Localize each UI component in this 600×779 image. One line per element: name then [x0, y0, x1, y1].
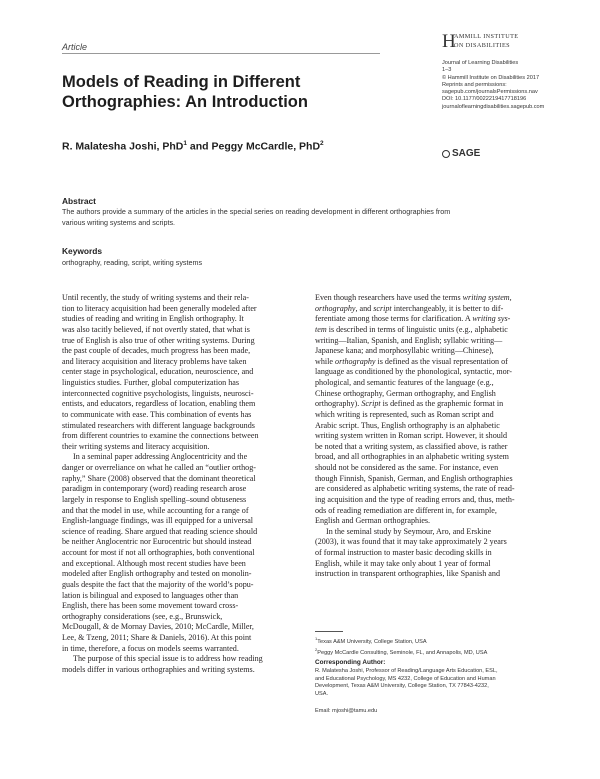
body-line: Japanese kana; and morphosyllabic writing—Chinese), — [315, 346, 494, 356]
body-line: language as conditioned by the phonological, syntactic, mor- — [315, 367, 512, 377]
body-line: was also tacitly believed, if not overtly stated, that what is — [62, 324, 250, 334]
title-line: Models of Reading in Different — [62, 73, 301, 91]
author-line — [62, 140, 324, 153]
sage-logo-text: SAGE — [452, 148, 481, 159]
body-line: and literacy acquisition and literacy problems have taken — [62, 356, 247, 366]
body-line: instruction in transparent orthographies, like Spanish and — [315, 569, 500, 579]
abstract-heading: Abstract — [62, 196, 96, 206]
body-line: be noted that a writing system, as classified above, is rather — [315, 441, 508, 451]
author-2-affiliation: 2 — [320, 140, 324, 147]
body-line: and exceptional. Although most recent studies have been — [62, 558, 246, 568]
body-line: English, there has been some movement toward cross- — [62, 601, 239, 611]
address-line: USA. — [315, 690, 329, 697]
body-line: from different countries to examine the connections between — [62, 431, 259, 441]
body-line: broad, and all orthographies in an alphabetic writing system — [315, 452, 509, 462]
body-line: raphy,” Share (2008) observed that the dominant theoretical — [62, 473, 256, 483]
address-line: Development, Texas A&M University, College Station, TX 77843-4232, — [315, 683, 489, 690]
body-line: Arabic script. Thus, English orthography is an alphabetic — [315, 420, 500, 430]
body-line: English, while it may take only about 1 year of formal — [315, 558, 491, 568]
abstract-line: The authors provide a summary of the articles in the special series on reading development in different orthographies from — [62, 207, 451, 216]
body-line: orthography considerations (see, e.g., Brunswick, — [62, 611, 223, 621]
body-line: which writing is represented, such as Roman script and — [315, 409, 494, 419]
journal-website[interactable]: journaloflearningdisabilities.sagepub.com — [442, 103, 545, 110]
body-line: Even though researchers have used the terms writing system, — [315, 293, 512, 302]
publisher-logo-line2: ON DISABILITIES — [454, 42, 511, 49]
body-line: ferentiate among those terms for clarification. A writing sys- — [315, 314, 511, 324]
corresponding-email-link[interactable]: Email: mjoshi@tamu.edu — [315, 708, 378, 714]
body-line: ods of reading remediation are different in, for example, — [315, 505, 497, 515]
address-line: R. Malatesha Joshi, Professor of Reading/Language Arts Education, ESL, — [315, 668, 498, 674]
body-column-left — [62, 293, 302, 676]
body-line: science of reading. Share argued that reading science should — [62, 526, 258, 536]
title-line: Orthographies: An Introduction — [62, 93, 308, 111]
body-line: models differ in various orthographies and writing systems. — [62, 664, 255, 674]
corresponding-author-address — [315, 668, 561, 698]
body-line: Chinese orthography, German orthography, and English — [315, 388, 496, 398]
body-line: center stage in psychological, education, neuroscience, and — [62, 367, 254, 377]
body-line: in time, therefore, a focus on models seems warranted. — [62, 643, 239, 653]
affiliation-footnotes — [315, 635, 561, 658]
body-line: orthography, and script interchangeably, it is better to dif- — [315, 303, 504, 313]
body-line: English-language findings, was ill equipped for a universal — [62, 516, 254, 526]
publisher-logo-line1: AMMILL INSTITUTE — [454, 33, 519, 40]
body-line: ing acquisition and the type of reading errors and, thus, meth- — [315, 494, 515, 504]
body-line: entists, and educators, regardless of location, enabling them — [62, 399, 256, 409]
body-line: phological, and semantic features of the language (e.g., — [315, 378, 494, 387]
body-line: should not be considered as the same. For instance, even — [315, 463, 499, 472]
body-line: In a seminal paper addressing Anglocentricity and the — [73, 452, 248, 462]
publisher-logo — [442, 32, 552, 52]
journal-pages: 1–3 — [442, 67, 452, 74]
article-type-label: Article — [62, 42, 88, 52]
address-line: and Educational Psychology, MS 4232, College of Education and Human — [315, 675, 496, 682]
body-line: danger or overreliance on what he called an “outlier orthog- — [62, 463, 256, 472]
body-line: studies of reading and writing in English orthography. It — [62, 314, 244, 324]
journal-reprints: Reprints and permissions: — [442, 81, 507, 88]
affiliation-footnote: $^2$Peggy McCardle Consulting, Seminole, FL, and Annapolis, MD, USA — [315, 647, 488, 657]
body-line: and that the model in use, while accounting for a range of — [62, 505, 249, 515]
body-line: modeled after English orthography and tested on monolin- — [62, 569, 252, 579]
body-column-right — [315, 293, 561, 580]
author-conjunction: and — [187, 140, 212, 153]
journal-name: Journal of Learning Disabilities — [442, 60, 519, 66]
affiliation-footnote: $^1$Texas A&M University, College Station, USA — [315, 636, 427, 645]
body-line: interconnected cognitive psychologists, linguists, neurosci- — [62, 388, 254, 398]
body-line: be neither Anglocentric nor Eurocentric but should instead — [62, 537, 252, 547]
body-line: their writing systems and literacy acquisition. — [62, 441, 210, 451]
header-divider — [62, 53, 380, 54]
body-line: writing system written in Roman script. However, it should — [315, 431, 508, 441]
body-line: stimulated researchers with different language backgrounds — [62, 420, 255, 430]
body-line: of formal instruction to master basic decoding skills in — [315, 548, 492, 557]
body-line: In the seminal study by Seymour, Aro, and Erskine — [326, 526, 492, 536]
author-1: R. Malatesha Joshi, PhD — [62, 140, 184, 153]
corresponding-author-heading: Corresponding Author: — [315, 659, 386, 666]
body-line: orthography). Script is defined as the graphemic format in — [315, 399, 504, 409]
body-line: though Finnish, Spanish, German, and English orthographies — [315, 473, 513, 483]
body-line: are considered as alphabetic writing systems, the rate of read- — [315, 484, 515, 494]
keywords-heading: Keywords — [62, 246, 103, 256]
sage-circle-icon — [442, 150, 450, 158]
body-line: while orthography is defined as the visual representation of — [315, 356, 508, 366]
sage-logo — [442, 148, 480, 159]
author-2: Peggy McCardle, PhD — [211, 140, 321, 153]
footnote-divider — [315, 631, 343, 632]
body-line: true of English is also true of other writing systems. During — [62, 335, 255, 345]
body-line: tem is described in terms of linguistic units (e.g., alphabetic — [315, 324, 508, 334]
abstract-line: various writing systems and scripts. — [62, 217, 176, 227]
body-line: writing—Italian, Spanish, and English; syllabic writing— — [315, 335, 503, 345]
body-line: English and German orthographies. — [315, 516, 431, 526]
body-line: guals despite the fact that the majority of the world’s popu- — [62, 579, 254, 589]
article-title — [62, 72, 362, 112]
body-line: to communicate with ease. This combination of events has — [62, 409, 252, 419]
publisher-logo-letter: H — [442, 31, 456, 52]
body-line: linguistics studies. Further, global computerization has — [62, 378, 240, 387]
journal-copyright: © Hammill Institute on Disabilities 2017 — [442, 74, 540, 81]
body-line: the past couple of decades, much progress has been made, — [62, 346, 251, 356]
body-line: lation is bilingual and exposed to languages other than — [62, 590, 239, 600]
body-line: largely in response to English spelling–sound obtuseness — [62, 494, 247, 504]
body-line: (2003), it was found that it may take approximately 2 years — [315, 537, 507, 547]
abstract-text — [62, 207, 562, 228]
author-1-affiliation: 1 — [183, 140, 187, 147]
body-line: tion to literacy acquisition had been generally modeled after — [62, 303, 257, 313]
journal-doi[interactable]: DOI: 10.1177/0022219417718196 — [442, 96, 527, 103]
body-line: paradigm in contemporary (word) reading research arose — [62, 484, 247, 494]
keywords-list: orthography, reading, script, writing systems — [62, 258, 203, 267]
body-line: account for most if not all orthographies, both conventional — [62, 548, 255, 557]
body-line: McDougall, & de Mornay Davies, 2010; McCardle, Miller, — [62, 622, 254, 632]
body-line: The purpose of this special issue is to address how reading — [73, 654, 263, 664]
journal-permissions-link[interactable]: sagepub.com/journalsPermissions.nav — [442, 89, 538, 96]
body-line: Until recently, the study of writing systems and their rela- — [62, 293, 249, 302]
journal-info — [442, 60, 582, 111]
body-line: Lee, & Tzeng, 2011; Share & Daniels, 2016). At this point — [62, 633, 252, 642]
